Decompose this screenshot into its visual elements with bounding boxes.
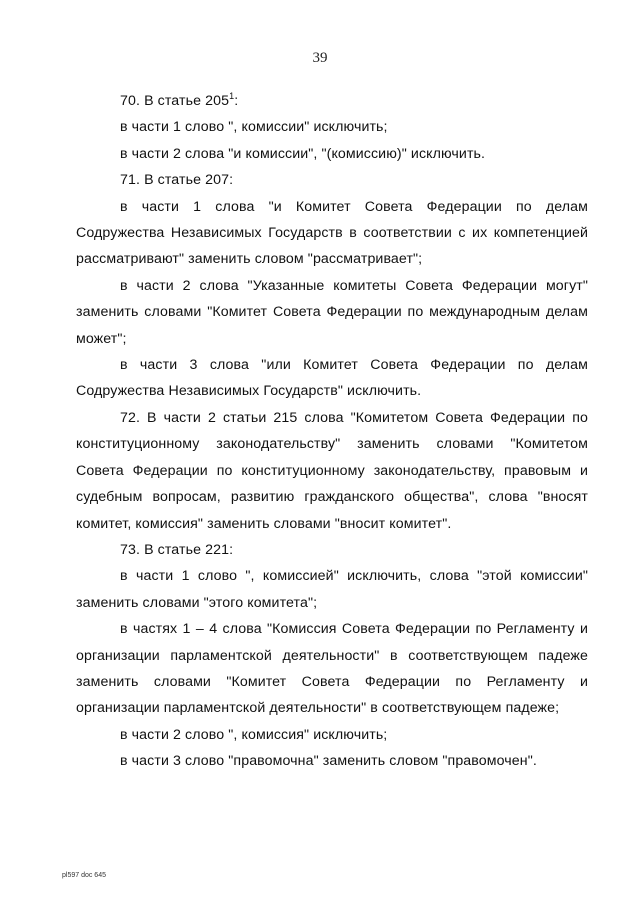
paragraph: в части 1 слово ", комиссии" исключить; xyxy=(120,119,388,136)
paragraph-text: 70. В статье 205 xyxy=(120,93,230,109)
document-body xyxy=(76,88,588,775)
superscript: 1 xyxy=(229,91,235,101)
page-number: 39 xyxy=(312,50,328,66)
paragraph: в части 1 слово ", комиссией" исключить, слова "этой комиссии" заменить словами "этого комитета"; xyxy=(76,568,588,611)
paragraph: в части 3 слова "или Комитет Совета Федерации по делам Содружества Независимых Государств" исключить. xyxy=(76,357,588,400)
paragraph-item-71: 71. В статье 207: xyxy=(120,172,234,189)
paragraph-text-suffix: : xyxy=(234,93,239,109)
paragraph: в частях 1 – 4 слова "Комиссия Совета Федерации по Регламенту и организации парламентской деятельности" в соответствующем падеже заменить словами "Комитет Совета Федерации по Регламенту и организации парламентской деятельности" в соответствующем падеже; xyxy=(76,621,588,717)
paragraph: в части 2 слово ", комиссия" исключить; xyxy=(120,726,388,743)
paragraph: в части 2 слова "и комиссии", "(комиссию)" исключить. xyxy=(120,145,486,162)
paragraph: в части 2 слова "Указанные комитеты Совета Федерации могут" заменить словами "Комитет Совета Федерации по международным делам может"; xyxy=(76,277,588,347)
paragraph-item-70 xyxy=(76,88,588,114)
file-reference-footer: pl597 doc 645 xyxy=(62,872,106,879)
paragraph-item-73: 73. В статье 221: xyxy=(120,541,234,558)
paragraph-item-72: 72. В части 2 статьи 215 слова "Комитетом Совета Федерации по конституционному законодательству" заменить словами "Комитетом Совета Федерации по конституционному законодательству, правовым и судебным вопросам, развитию гражданского общества", слова "вносят комитет, комиссия" заменить словами "вносит комитет". xyxy=(76,409,588,532)
paragraph: в части 1 слова "и Комитет Совета Федерации по делам Содружества Независимых Государств в соответствии с их компетенцией рассматривают" заменить словом "рассматривает"; xyxy=(76,198,588,268)
paragraph: в части 3 слово "правомочна" заменить словом "правомочен". xyxy=(120,753,537,770)
